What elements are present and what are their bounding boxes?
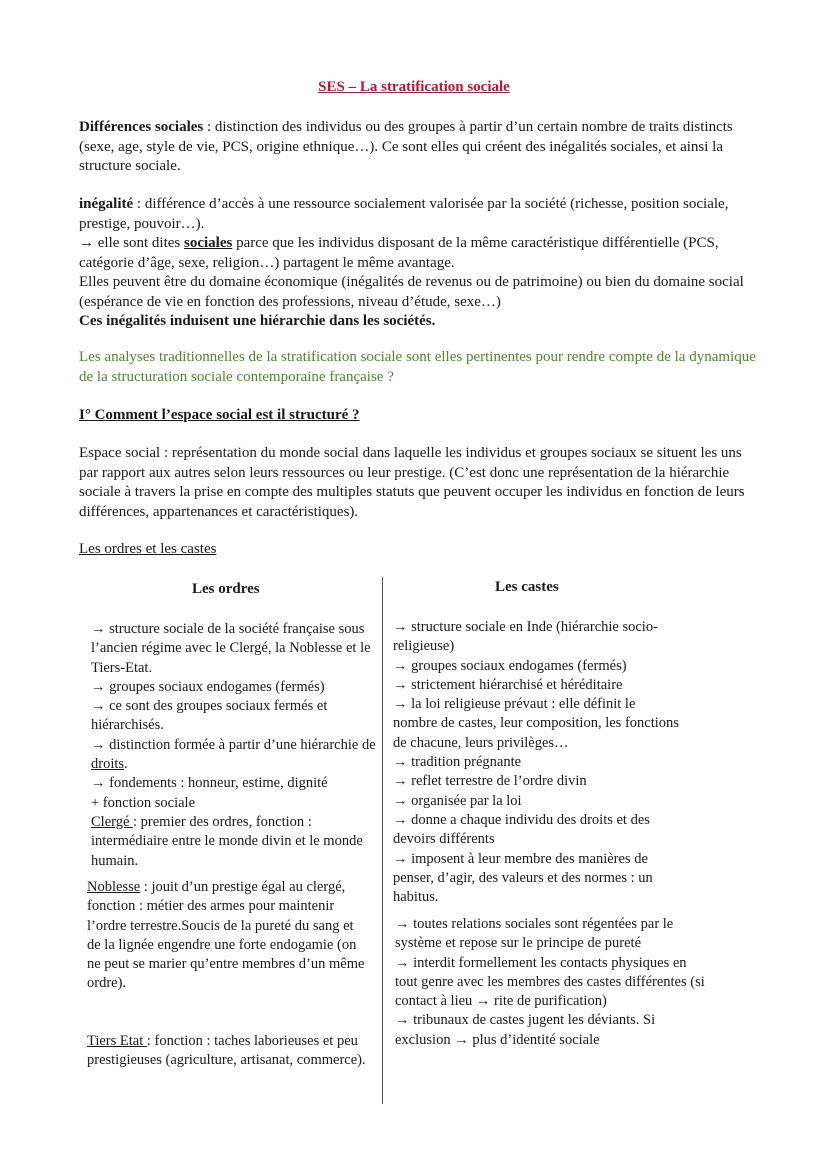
conclusion-text: Ces inégalités induisent une hiérarchie dans les sociétés. xyxy=(79,313,436,329)
column-castes-continued xyxy=(395,915,707,1050)
clerge-paragraph xyxy=(91,813,377,871)
term-clerge: Clergé xyxy=(91,813,134,830)
list-item: → interdit formellement les contacts physiques en tout genre avec les membres des castes différentes (si contact à lieu → rite de purification) xyxy=(395,954,705,1010)
noblesse-paragraph xyxy=(87,878,369,994)
arrow-text: → elle sont dites xyxy=(79,235,184,251)
definition-text: : distinction des individus ou des groupes à partir d’un certain nombre de traits distincts (sexe, age, style de vie, PCS, origine ethnique…). Ce sont elles qui créent des inégalités sociales, et ainsi la structure sociale. xyxy=(79,119,733,174)
definition-differences-sociales xyxy=(79,118,759,177)
clerge-text: : premier des ordres, fonction : intermédiaire entre le monde divin et le monde humain. xyxy=(91,813,363,869)
term-tiers-etat: Tiers Etat xyxy=(87,1033,147,1049)
column-castes xyxy=(393,618,683,907)
list-item: → reflet terrestre de l’ordre divin xyxy=(393,773,587,790)
definition-inegalite xyxy=(79,195,759,332)
list-item: → imposent à leur membre des manières de penser, d’agir, des valeurs et des normes : un habitus. xyxy=(393,850,653,906)
section-heading: I° Comment l’espace social est il structuré ? xyxy=(79,407,360,423)
term-inegalite: inégalité xyxy=(79,196,134,212)
list-item: → fondements : honneur, estime, dignité xyxy=(91,775,328,792)
list-item: → groupes sociaux endogames (fermés) xyxy=(393,657,627,674)
list-item: → organisée par la loi xyxy=(393,792,522,809)
list-item: → ce sont des groupes sociaux fermés et hiérarchisés. xyxy=(91,698,328,734)
domains-text: Elles peuvent être du domaine économique (inégalités de revenus ou de patrimoine) ou bien du domaine social (espérance de vie en fonction des professions, niveau d’étude, sexe…) xyxy=(79,274,744,310)
list-item: + fonction sociale xyxy=(91,794,196,811)
column-ordres xyxy=(91,620,377,871)
list-item: → tribunaux de castes jugent les déviants. Si exclusion → plus d’identité sociale xyxy=(395,1012,656,1048)
tiers-etat-text: : fonction : taches laborieuses et peu prestigieuses (agriculture, artisanat, commerce). xyxy=(87,1033,366,1069)
list-item-text: → distinction formée à partir d’une hiérarchie de xyxy=(91,736,376,753)
keyword-droits: droits xyxy=(91,756,125,773)
espace-social-definition: Espace social : représentation du monde social dans laquelle les individus et groupes sociaux se situent les uns par rapport aux autres selon leurs ressources ou leur prestige. (C’est donc une représentation de la hiérarchie sociale à travers la prise en compte des multiples statuts que peuvent occuper les individus en fonction de leurs différences, appartenances et caractéristiques). xyxy=(79,445,745,520)
term-noblesse: Noblesse xyxy=(87,879,141,895)
list-item: → structure sociale de la société française sous l’ancien régime avec le Clergé, la Noblesse et le Tiers-Etat. xyxy=(91,621,371,676)
noblesse-text: : jouit d’un prestige égal au clergé, fonction : métier des armes pour maintenir l’ordre terrestre.Soucis de la pureté du sang et de la lignée engendre une forte endogamie (on ne peut se marier qu’entre membres d’un même ordre). xyxy=(87,879,365,992)
arrow-text-rest: parce que les individus disposant de la même caractéristique différentielle (PCS, catégorie d’âge, sexe, religion…) partagent le même avantage. xyxy=(79,235,719,271)
page-title: SES – La stratification sociale xyxy=(318,79,510,95)
list-item: → groupes sociaux endogames (fermés) xyxy=(91,678,325,695)
list-item: → toutes relations sociales sont régentées par le système et repose sur le principe de pureté xyxy=(395,916,674,952)
tiers-etat-paragraph xyxy=(87,1032,369,1071)
list-item: → tradition prégnante xyxy=(393,754,522,771)
list-item-text-end: . xyxy=(124,756,128,773)
problematique-question: Les analyses traditionnelles de la stratification sociale sont elles pertinentes pour rendre compte de la dynamique de la structuration sociale contemporaine française ? xyxy=(79,349,756,385)
subsection-heading: Les ordres et les castes xyxy=(79,541,217,557)
keyword-sociales: sociales xyxy=(184,235,233,251)
list-item: → la loi religieuse prévaut : elle définit le nombre de castes, leur composition, les fonctions de chacune, leurs privilèges… xyxy=(393,696,679,751)
definition-text: : différence d’accès à une ressource socialement valorisée par la société (richesse, position sociale, prestige, pouvoir…). xyxy=(79,196,729,232)
column-header-ordres: Les ordres xyxy=(192,581,260,597)
list-item xyxy=(91,736,377,775)
list-item: → structure sociale en Inde (hiérarchie socio-religieuse) xyxy=(393,619,658,655)
list-item: → donne a chaque individu des droits et des devoirs différents xyxy=(393,811,650,848)
term-differences-sociales: Différences sociales xyxy=(79,119,204,135)
column-header-castes: Les castes xyxy=(495,579,559,595)
column-divider xyxy=(382,577,383,1104)
list-item: → strictement hiérarchisé et héréditaire xyxy=(393,676,623,693)
